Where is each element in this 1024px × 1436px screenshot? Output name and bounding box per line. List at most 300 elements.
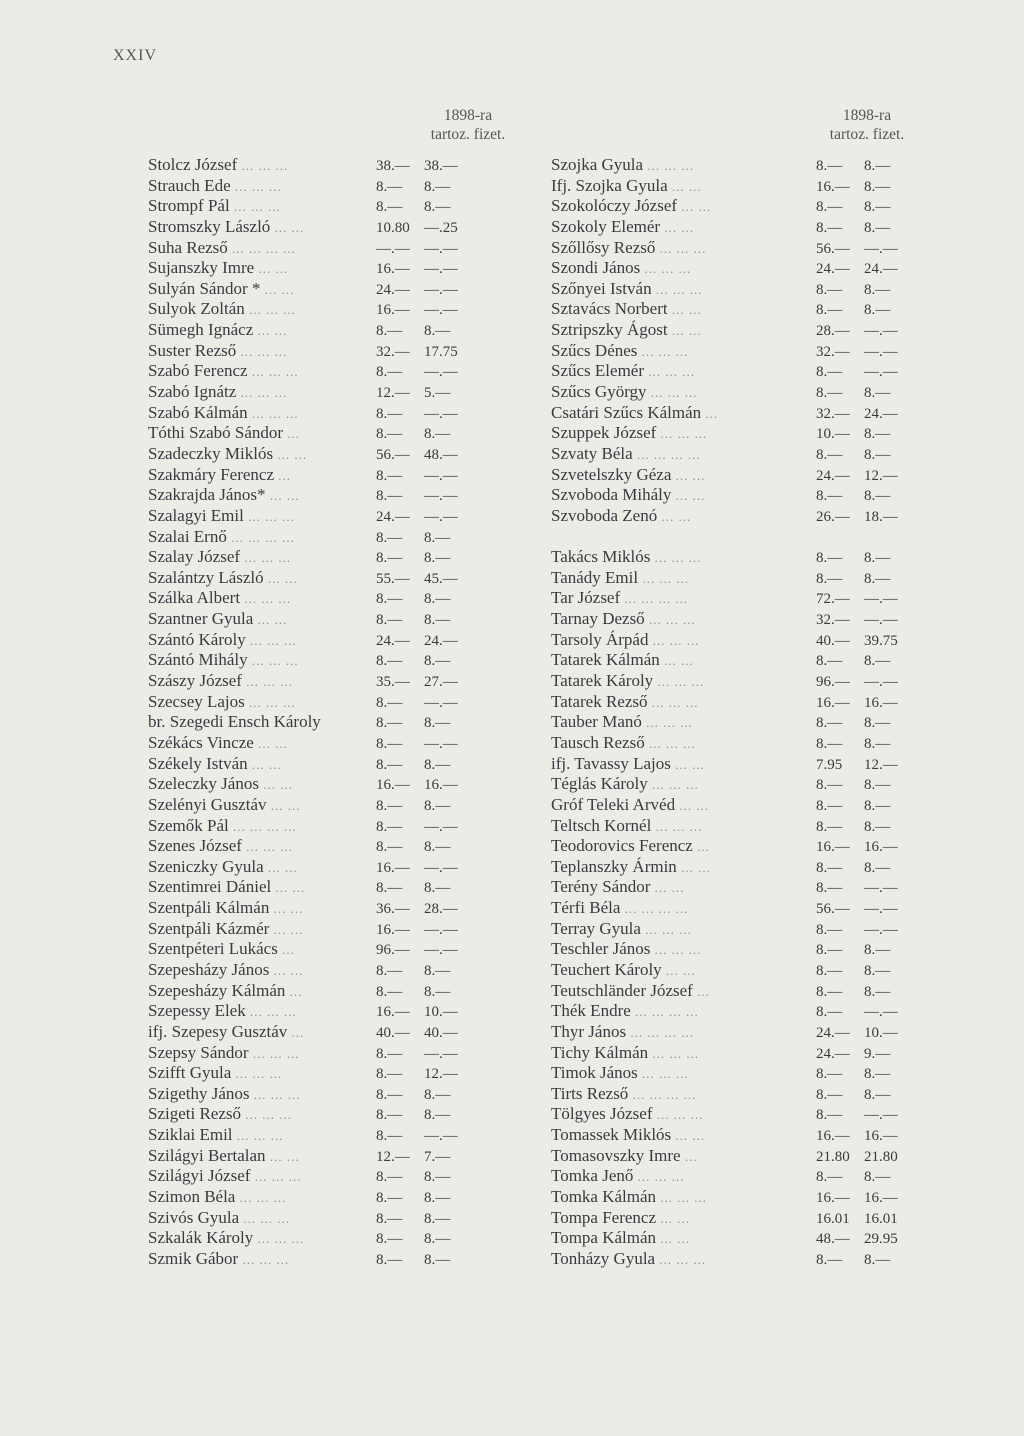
member-name-text: Szakmáry Ferencz [148,464,275,484]
member-row [148,857,538,878]
member-name-text: Teplanszky Ármin [551,856,677,876]
amount-owed: 8.— [376,467,403,484]
member-name-text: Szvoboda Zenó [551,505,658,525]
member-name [551,361,816,381]
leader-dots: ... ... ... [245,1004,297,1020]
leader-dots: ... ... ... ... [227,240,296,256]
amount-owed: 32.— [816,612,850,629]
member-name-text: Tölgyes József [551,1104,653,1124]
amount-owed: 32.— [376,343,410,360]
member-name-text: Szilágyi József [148,1166,251,1186]
amount-paid: 8.— [424,426,451,443]
amount-owed: 8.— [376,199,403,216]
member-name-text: Tirts Rezső [551,1083,629,1103]
leader-dots: ... [680,1148,698,1164]
member-row [148,588,538,609]
amount-paid: —.— [864,880,898,897]
amount-paid: 38.— [424,158,458,174]
leader-dots: ... ... ... [641,715,693,731]
amount-owed: 16.— [376,777,410,794]
amount-paid: 21.80 [864,1148,898,1165]
member-name-text: Sztripszky Ágost [551,320,668,340]
member-name-text: Szentpáli Kázmér [148,918,270,938]
amount-paid: 16.— [864,1128,898,1145]
member-name [148,547,376,567]
member-row [551,939,941,960]
amount-paid: 8.— [864,219,891,236]
leader-dots: ... ... [254,261,289,277]
member-row [551,650,941,671]
amount-paid: —.— [864,921,898,938]
member-name [551,279,816,299]
amount-paid: 8.— [864,983,891,1000]
page-number: XXIV [113,47,157,64]
member-name [148,444,376,464]
member-name [148,836,376,856]
amount-paid: 8.— [864,1086,891,1103]
amount-paid: —.— [424,818,458,835]
amount-paid: 17.75 [424,343,458,360]
leader-dots: ... ... [671,467,706,483]
member-row [551,877,941,898]
leader-dots: ... ... ... [633,1169,685,1185]
leader-dots: ... ... ... [651,818,703,834]
leader-dots: ... [287,1024,305,1040]
member-name [148,176,376,196]
member-row [551,733,941,754]
amount-paid: 5.— [424,385,451,402]
member-name [148,568,376,588]
amount-paid: 8.— [424,1251,451,1268]
amount-paid: 24.— [864,261,898,278]
amount-owed: 8.— [816,880,843,897]
member-name [148,1208,376,1228]
leader-dots: ... ... [273,446,308,462]
member-name [148,155,376,175]
member-name-text: Stromszky László [148,216,271,236]
amount-paid: —.— [864,1107,898,1124]
member-row [551,836,941,857]
leader-dots: ... ... [657,508,692,524]
amount-paid: 8.— [424,591,451,608]
amount-paid: —.— [424,281,458,298]
member-row [551,671,941,692]
amount-paid: 8.— [864,1066,891,1083]
amount-owed: 24.— [816,261,850,278]
member-name-text: Szászy József [148,671,242,691]
member-name [148,857,376,877]
member-name-text: Szelényi Gusztáv [148,794,267,814]
amount-owed: 21.80 [816,1148,850,1165]
member-name-text: Szmik Gábor [148,1248,239,1268]
amount-owed: 8.— [816,570,843,587]
amount-owed: 8.— [816,797,843,814]
member-row [551,444,941,465]
member-row [551,960,941,981]
member-row [148,361,538,382]
leader-dots: ... [692,839,710,855]
leader-dots: ... ... ... [643,158,695,173]
member-row [551,816,941,837]
member-name-text: Strauch Ede [148,175,231,195]
amount-paid: —.— [864,674,898,691]
member-name [551,485,816,505]
member-name [551,299,816,319]
leader-dots: ... [692,983,710,999]
member-row [551,176,941,197]
member-row [551,919,941,940]
member-name-text: Sziklai Emil [148,1125,233,1145]
member-name [148,1001,376,1021]
member-name-text: Szvaty Béla [551,443,633,463]
member-name-text: Tarnay Dezső [551,609,645,629]
member-name-text: Szifft Gyula [148,1063,232,1083]
member-name [148,217,376,237]
amount-paid: 8.— [424,715,451,732]
amount-paid: 8.— [864,777,891,794]
member-name [551,774,816,794]
member-name [551,176,816,196]
leader-dots: ... ... ... [244,302,296,318]
member-name-text: Tomasovszky Imre [551,1145,681,1165]
leader-dots: ... ... [667,302,702,318]
amount-owed: 7.95 [816,756,843,773]
member-name-text: Ifj. Szojka Gyula [551,175,668,195]
member-name [551,1208,816,1228]
leader-dots: ... ... ... [655,240,707,256]
leader-dots: ... ... ... [646,385,698,401]
amount-paid: 12.— [424,1066,458,1083]
amount-owed: 16.— [376,302,410,319]
member-row [551,1166,941,1187]
member-name [551,795,816,815]
member-name [551,836,816,856]
member-name-text: Takács Miklós [551,547,651,567]
amount-paid: —.— [424,1128,458,1145]
member-row [551,1104,941,1125]
member-name-text: Szimon Béla [148,1187,236,1207]
member-name-text: Szálka Albert [148,588,241,608]
amount-owed: 8.— [376,1190,403,1207]
member-name [551,609,816,629]
member-row [148,1228,538,1249]
amount-owed: 8.— [376,1107,403,1124]
member-name-text: Tatarek Károly [551,671,654,691]
leader-dots: ... ... [656,1210,691,1226]
member-row [551,485,941,506]
leader-dots: ... [285,983,303,999]
member-name-text: Tompa Ferencz [551,1207,657,1227]
amount-paid: —.— [424,467,458,484]
leader-dots: ... ... [265,1148,300,1164]
amount-owed: 16.— [376,921,410,938]
amount-owed: 8.— [376,735,403,752]
leader-dots: ... ... ... [236,343,288,359]
amount-paid: —.— [864,343,898,360]
member-name-text: Suha Rezső [148,237,228,257]
amount-owed: 8.— [816,488,843,505]
leader-dots: ... ... ... [238,1251,290,1267]
member-name [551,816,816,836]
member-row [148,382,538,403]
amount-owed: 8.— [816,199,843,216]
amount-paid: —.— [424,488,458,505]
member-name [148,299,376,319]
member-name [148,1104,376,1124]
amount-owed: 8.— [816,158,843,174]
member-name-text: Szepesházy Kálmán [148,980,286,1000]
member-name [551,712,816,732]
amount-paid: 8.— [424,1107,451,1124]
member-name [551,919,816,939]
leader-dots: ... ... ... [650,550,702,566]
amount-owed: 72.— [816,591,850,608]
amount-paid: 8.— [864,1251,891,1268]
member-row [148,1187,538,1208]
leader-dots: ... ... ... [235,1190,287,1206]
member-name-text: Szilágyi Bertalan [148,1145,266,1165]
amount-paid: —.— [864,240,898,257]
amount-owed: 8.— [376,1251,403,1268]
leader-dots: ... ... ... [648,1045,700,1061]
amount-owed: —.— [376,240,410,257]
member-row [551,1228,941,1249]
leader-dots: ... ... ... [640,261,692,277]
amount-owed: 96.— [816,674,850,691]
member-row [551,217,941,238]
member-name [551,650,816,670]
leader-dots: ... ... [661,962,696,978]
member-name [148,650,376,670]
member-row [148,527,538,548]
amount-owed: 8.— [376,612,403,629]
member-row [148,485,538,506]
amount-owed: 8.— [376,1210,403,1227]
leader-dots: ... ... [247,756,282,772]
leader-dots: ... ... [269,921,304,937]
member-name [551,155,816,175]
amount-owed: 8.— [376,880,403,897]
member-name-text: Sulyán Sándor * [148,278,261,298]
amount-paid: —.— [424,942,458,959]
member-row [148,444,538,465]
amount-paid: 8.— [424,839,451,856]
amount-paid: 8.— [424,178,451,195]
amount-paid: 8.— [424,612,451,629]
member-row [551,712,941,733]
amount-paid: 16.— [864,694,898,711]
amount-owed: 32.— [816,343,850,360]
amount-paid: —.— [864,901,898,918]
leader-dots: ... ... ... [230,178,282,194]
amount-owed: 8.— [376,1169,403,1186]
member-name-text: ifj. Tavassy Lajos [551,753,671,773]
leader-dots: ... ... [667,178,702,194]
amount-paid: 8.— [424,1169,451,1186]
amount-paid: 8.— [864,385,891,402]
member-row [148,1166,538,1187]
amount-paid: 24.— [864,405,898,422]
member-row [148,1104,538,1125]
member-name-text: Stolcz József [148,155,238,174]
member-name [551,630,816,650]
member-name-text: Suster Rezső [148,340,237,360]
leader-dots: ... ... [253,323,288,339]
member-name-text: Szalai Ernő [148,526,227,546]
amount-owed: 16.— [376,1004,410,1021]
amount-paid: 8.— [864,178,891,195]
amount-owed: 24.— [376,508,410,525]
member-name-text: Szentpáli Kálmán [148,898,270,918]
member-name [551,960,816,980]
member-name [148,341,376,361]
member-row [148,568,538,589]
member-row [551,196,941,217]
member-name [148,939,376,959]
member-row [551,423,941,444]
leader-dots: ... ... [258,777,293,793]
member-row [551,1063,941,1084]
member-row [148,877,538,898]
member-row [148,1063,538,1084]
member-row [551,981,941,1002]
leader-dots: ... ... [269,901,304,917]
left-header-year: 1898-ra [443,107,493,124]
leader-dots: ... ... ... [241,1107,293,1123]
amount-paid: 10.— [864,1024,898,1041]
amount-owed: 24.— [816,1024,850,1041]
amount-owed: 28.— [816,323,850,340]
amount-owed: 8.— [816,1086,843,1103]
member-name [148,1228,376,1248]
amount-owed: 24.— [816,467,850,484]
member-name-text: Szalay József [148,547,241,567]
right-header-cols: tartoz. fizet. [829,126,905,143]
member-name-text: Tonházy Gyula [551,1248,656,1268]
amount-paid: 8.— [864,653,891,670]
amount-owed: 8.— [816,446,843,463]
amount-owed: 8.— [816,1066,843,1083]
member-row [551,299,941,320]
member-row [551,898,941,919]
leader-dots: ... ... [260,281,295,297]
member-name-text: Szigethy János [148,1083,250,1103]
member-row [148,196,538,217]
member-row [148,754,538,775]
leader-dots: ... ... ... [247,405,299,421]
leader-dots: ... ... ... [239,1210,291,1226]
amount-owed: 8.— [816,735,843,752]
leader-dots: ... ... ... [648,632,700,648]
leader-dots: ... ... ... ... [620,901,689,917]
amount-owed: 36.— [376,901,410,918]
member-name-text: ifj. Szepesy Gusztáv [148,1021,288,1041]
amount-owed: 16.— [816,694,850,711]
amount-paid: 8.— [864,942,891,959]
member-name [551,382,816,402]
amount-paid: —.— [424,508,458,525]
amount-paid: 18.— [864,508,898,525]
member-name-text: Székely István [148,753,248,773]
amount-paid: —.— [424,735,458,752]
leader-dots: ... ... ... [640,921,692,937]
member-name-text: Szepsy Sándor [148,1042,249,1062]
leader-dots: ... ... ... [229,199,281,215]
member-name-text: Teutschländer József [551,980,693,1000]
amount-owed: 8.— [816,385,843,402]
amount-paid: —.— [424,302,458,319]
member-row [148,299,538,320]
member-name-text: Teuchert Károly [551,959,662,979]
amount-owed: 8.— [376,962,403,979]
amount-owed: 8.— [816,653,843,670]
amount-paid: 16.— [424,777,458,794]
member-row [551,1125,941,1146]
member-row [148,279,538,300]
member-name [148,877,376,897]
member-name [551,692,816,712]
member-row [551,341,941,362]
member-name [551,1104,816,1124]
member-row [551,279,941,300]
member-row [148,650,538,671]
amount-paid: 24.— [424,632,458,649]
amount-owed: 8.— [376,405,403,422]
member-row [148,960,538,981]
member-row [148,774,538,795]
amount-owed: 8.— [376,323,403,340]
member-name [148,1125,376,1145]
amount-owed: 56.— [376,446,410,463]
amount-paid: 8.— [864,550,891,567]
amount-owed: 10.— [816,426,850,443]
amount-owed: 8.— [816,281,843,298]
member-name [148,1063,376,1083]
right-header-year: 1898-ra [842,107,892,124]
amount-owed: 8.— [376,364,403,381]
member-name [551,217,816,237]
amount-owed: 8.— [816,1004,843,1021]
leader-dots: ... ... ... [644,612,696,628]
member-row [148,692,538,713]
member-name-text: Szőllősy Rezső [551,237,656,257]
amount-owed: 8.— [816,219,843,236]
amount-owed: 8.— [816,715,843,732]
member-row [551,1001,941,1022]
amount-owed: 8.— [376,550,403,567]
member-row [148,671,538,692]
amount-owed: 40.— [816,632,850,649]
amount-paid: 40.— [424,1024,458,1041]
amount-owed: 8.— [816,962,843,979]
left-column-header [398,106,538,144]
amount-owed: 8.— [376,1128,403,1145]
member-row [148,898,538,919]
leader-dots: ... [701,405,719,421]
member-name-text: Thék Endre [551,1001,631,1021]
member-name-text: Szalántzy László [148,567,264,587]
member-name [148,506,376,526]
amount-paid: 8.— [424,1190,451,1207]
member-row [148,712,538,733]
amount-paid: 8.— [424,529,451,546]
member-name-text: Szokoly Elemér [551,216,661,236]
amount-paid: —.— [864,591,898,608]
member-name [551,981,816,1001]
amount-paid: 8.— [424,199,451,216]
member-name-text: Gróf Teleki Arvéd [551,794,676,814]
amount-owed: 8.— [816,818,843,835]
